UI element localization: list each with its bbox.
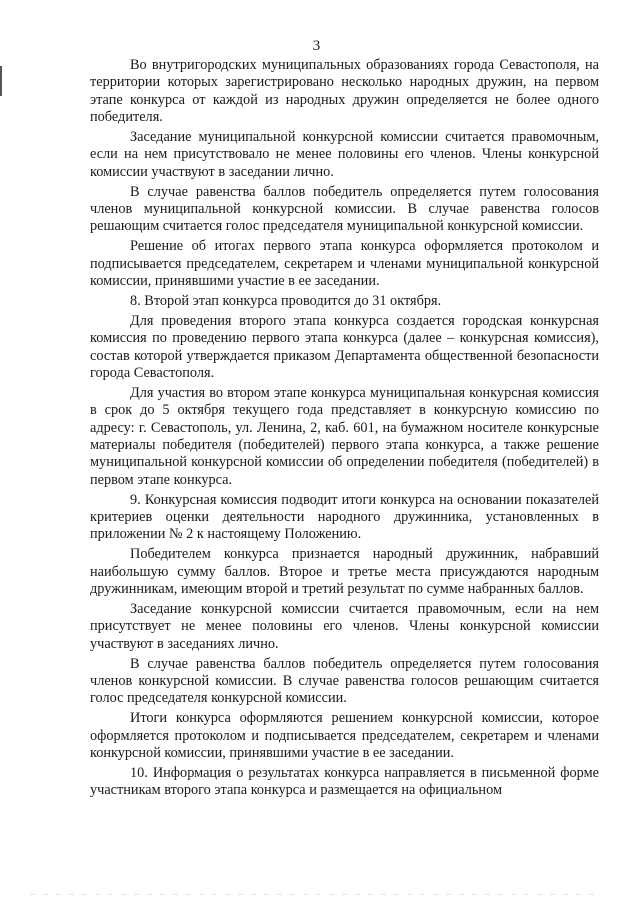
paragraph: Победителем конкурса признается народный дружинник, набравший наибольшую сумму баллов. Второе и третье места присуждаются народным дружинникам, имеющим второй и третий результат по сумме набранных баллов. (90, 546, 599, 597)
paragraph: Для проведения второго этапа конкурса создается городская конкурсная комиссия по проведению первого этапа конкурса (далее – конкурсная комиссия), состав которой утверждается приказом Департамента общественной безопасности города Севастополя. (90, 313, 599, 382)
scan-noise-line (30, 894, 600, 895)
body-text (90, 57, 599, 800)
paragraph: В случае равенства баллов победитель определяется путем голосования членов конкурсной комиссии. В случае равенства голосов решающим считается голос председателя конкурсной комиссии. (90, 655, 599, 707)
paragraph: Заседание муниципальной конкурсной комиссии считается правомочным, если на нем присутствовало не менее половины его членов. Члены конкурсной комиссии участвуют в заседании лично. (90, 128, 599, 180)
paragraph: 9. Конкурсная комиссия подводит итоги конкурса на основании показателей критериев оценки деятельности народного дружинника, установленных в приложении № 2 к настоящему Положению. (90, 491, 599, 543)
paragraph: Для участия во втором этапе конкурса муниципальная конкурсная комиссия в срок до 5 октября текущего года представляет в конкурсную комиссию по адресу: г. Севастополь, ул. Ленина, 2, каб. 601, на бумажном носителе конкурсные материалы победителя (победителей) первого этапа конкурса, а также решение муниципальной конкурсной комиссии об определении победителя (победителей) в первом этапе конкурса. (90, 385, 599, 488)
paragraph: Решение об итогах первого этапа конкурса оформляется протоколом и подписывается председателем, секретарем и членами муниципальной конкурсной комиссии, принявшими участие в ее заседании. (90, 238, 599, 289)
paragraph: 8. Второй этап конкурса проводится до 31 октября. (130, 293, 442, 310)
paragraph: Во внутригородских муниципальных образованиях города Севастополя, на территории которых зарегистрировано несколько народных дружин, на первом этапе конкурса от каждой из народных дружин определяется не более одного победителя. (90, 57, 599, 125)
paragraph: В случае равенства баллов победитель определяется путем голосования членов муниципальной конкурсной комиссии. В случае равенства голосов решающим считается голос председателя муниципальной конкурсной комиссии. (90, 183, 599, 235)
paragraph: 10. Информация о результатах конкурса направляется в письменной форме участникам второго этапа конкурса и размещается на официальном (90, 765, 599, 799)
page-number: 3 (312, 38, 321, 54)
paragraph: Заседание конкурсной комиссии считается правомочным, если на нем присутствует не менее половины его членов. Члены конкурсной комиссии участвуют в заседаниях лично. (90, 601, 599, 652)
paragraph: Итоги конкурса оформляются решением конкурсной комиссии, которое оформляется протоколом и подписывается председателем, секретарем и членами конкурсной комиссии, принявшими участие в ее заседании. (90, 710, 599, 762)
scan-edge-mark (0, 66, 2, 96)
